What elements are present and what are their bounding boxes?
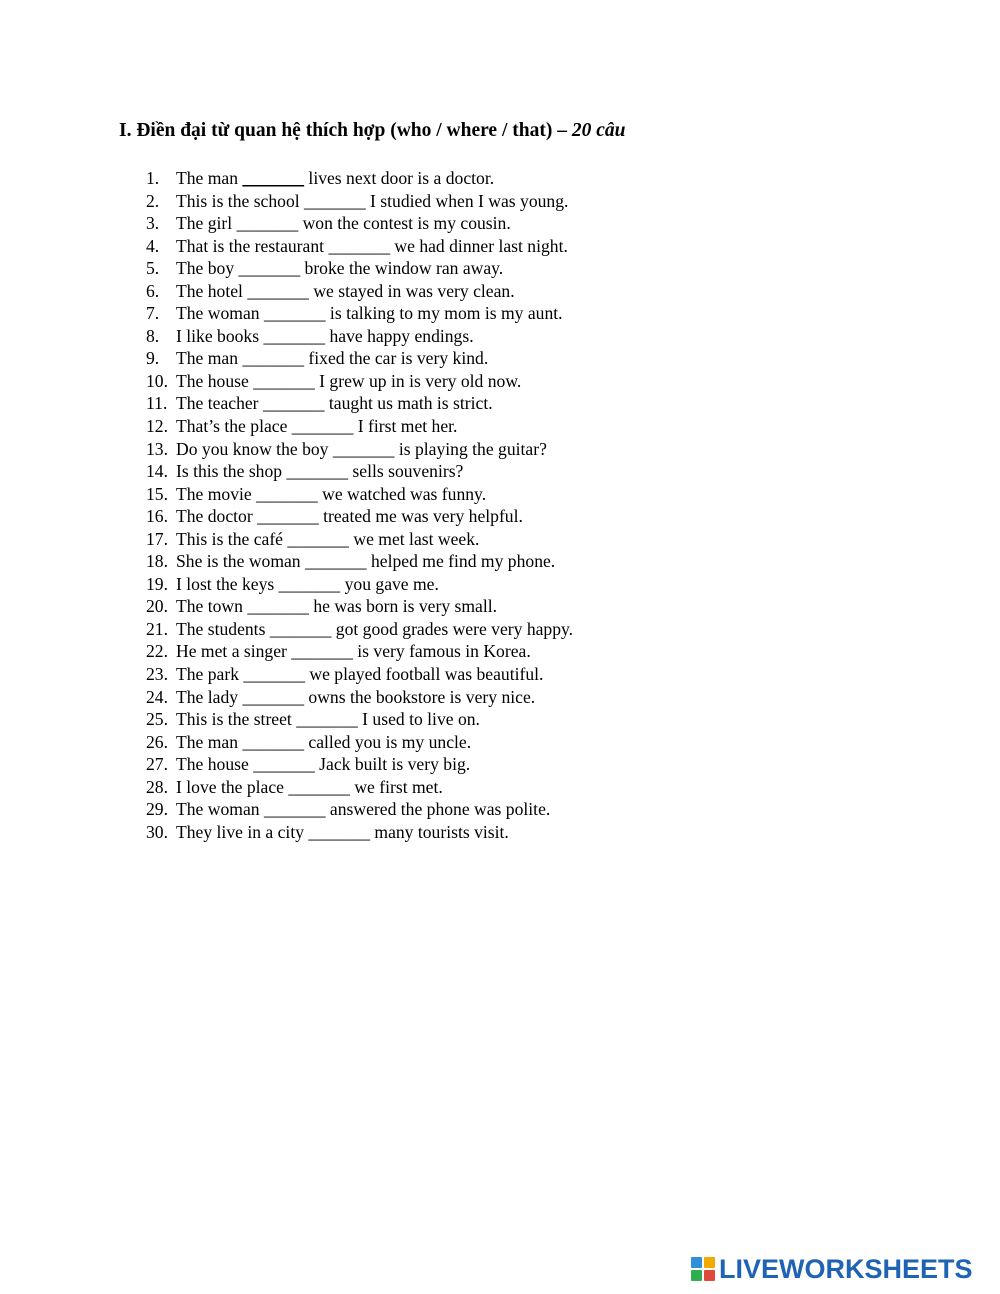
question-text-before: The teacher: [176, 393, 263, 414]
question-text-before: I love the place: [176, 776, 289, 797]
question-text-before: He met a singer: [176, 641, 292, 662]
question-text-after: is very famous in Korea.: [352, 641, 531, 662]
question-text-after: is playing the guitar?: [394, 438, 547, 459]
question-text-after: we played football was beautiful.: [305, 664, 544, 685]
answer-blank[interactable]: _______: [242, 686, 305, 707]
logo-square-blue: [691, 1257, 702, 1268]
logo-square-red: [704, 1270, 715, 1281]
worksheet-title: [119, 119, 625, 143]
question-item: [146, 325, 573, 348]
question-item: [146, 415, 573, 438]
question-text-after: called you is my uncle.: [304, 731, 472, 752]
question-number: 29.: [146, 799, 168, 820]
question-item: [146, 528, 573, 551]
question-number: 15.: [146, 483, 168, 504]
question-text-after: taught us math is strict.: [324, 393, 493, 414]
question-item: [146, 257, 573, 280]
answer-blank[interactable]: _______: [287, 528, 349, 549]
question-number: 24.: [146, 686, 168, 707]
logo-square-yellow: [704, 1257, 715, 1268]
answer-blank[interactable]: _______: [247, 280, 309, 301]
question-text-after: I used to live on.: [357, 709, 480, 730]
question-number: 19.: [146, 573, 168, 594]
question-number: 23.: [146, 664, 168, 685]
question-number: 14.: [146, 461, 168, 482]
answer-blank[interactable]: _______: [296, 709, 358, 730]
question-text-before: The lady: [176, 686, 243, 707]
question-text-before: They live in a city: [176, 821, 309, 842]
answer-blank[interactable]: _______: [304, 190, 366, 211]
question-number: 6.: [146, 280, 160, 301]
question-number: 22.: [146, 641, 168, 662]
question-number: 18.: [146, 551, 168, 572]
question-text-after: we first met.: [349, 776, 443, 797]
question-text-after: he was born is very small.: [308, 596, 498, 617]
question-text-before: The students: [176, 618, 270, 639]
question-text-before: The man: [176, 168, 243, 188]
question-item: [146, 821, 573, 844]
question-item: [146, 573, 573, 596]
question-text-after: you gave me.: [340, 573, 439, 594]
question-number: 7.: [146, 303, 160, 324]
question-number: 26.: [146, 731, 168, 752]
answer-blank[interactable]: _______: [263, 799, 326, 820]
logo-square-green: [691, 1270, 702, 1281]
question-number: 13.: [146, 438, 168, 459]
question-text-before: I like books: [176, 325, 264, 346]
question-text-after: have happy endings.: [325, 325, 474, 346]
question-text-before: She is the woman: [176, 551, 306, 572]
question-text-before: The man: [176, 348, 243, 369]
question-item: [146, 438, 573, 461]
answer-blank[interactable]: _______: [305, 551, 367, 572]
question-number: 10.: [146, 370, 168, 391]
question-text-before: This is the school: [176, 190, 305, 211]
question-text-after: owns the bookstore is very nice.: [304, 686, 536, 707]
question-number: 21.: [146, 618, 168, 639]
answer-blank[interactable]: _______: [308, 821, 370, 842]
question-item: [146, 550, 573, 573]
answer-blank[interactable]: _______: [278, 573, 341, 594]
answer-blank[interactable]: _______: [253, 370, 315, 391]
question-text-before: The hotel: [176, 280, 248, 301]
question-item: [146, 798, 573, 821]
answer-blank[interactable]: _______: [257, 506, 319, 527]
title-question-count: 20 câu: [571, 120, 626, 141]
question-text-after: helped me find my phone.: [366, 551, 556, 572]
question-item: [146, 235, 573, 258]
answer-blank[interactable]: _______: [288, 776, 350, 797]
question-text-after: answered the phone was polite.: [325, 799, 551, 820]
question-item: [146, 505, 573, 528]
question-number: 9.: [146, 348, 160, 369]
question-text-after: I grew up in is very old now.: [314, 370, 522, 391]
question-item: [146, 190, 573, 213]
question-text-before: This is the street: [176, 709, 297, 730]
question-text-before: The boy: [176, 258, 239, 279]
question-number: 17.: [146, 528, 168, 549]
question-number: 1.: [146, 168, 160, 188]
answer-blank[interactable]: _______: [328, 235, 391, 256]
question-number: 16.: [146, 506, 168, 527]
question-text-after: we met last week.: [348, 528, 480, 549]
question-item: [146, 460, 573, 483]
question-text-after: we had dinner last night.: [390, 235, 568, 256]
question-text-before: The woman: [176, 799, 264, 820]
question-text-after: many tourists visit.: [369, 821, 509, 842]
question-text-before: The town: [176, 596, 248, 617]
question-item: [146, 347, 573, 370]
answer-blank[interactable]: _______: [242, 731, 305, 752]
question-number: 11.: [146, 393, 168, 414]
question-list: [146, 167, 573, 843]
question-item: [146, 302, 573, 325]
question-text-after: Jack built is very big.: [314, 754, 471, 775]
question-number: 3.: [146, 213, 160, 234]
answer-blank[interactable]: _______: [253, 754, 315, 775]
question-text-before: The woman: [176, 303, 264, 324]
question-item: [146, 595, 573, 618]
question-item: [146, 708, 573, 731]
question-item: [146, 640, 573, 663]
question-item: [146, 370, 573, 393]
title-main: I. Điền đại từ quan hệ thích hợp (who / where / that) –: [119, 120, 567, 141]
question-item: [146, 686, 573, 709]
question-item: [146, 392, 573, 415]
answer-blank[interactable]: _______: [238, 258, 301, 279]
question-item: [146, 483, 573, 506]
answer-blank[interactable]: _______: [263, 303, 326, 324]
question-item: [146, 280, 573, 303]
question-text-after: sells souvenirs?: [348, 461, 464, 482]
question-number: 2.: [146, 190, 160, 211]
question-text-before: The house: [176, 754, 254, 775]
answer-blank[interactable]: _______: [332, 438, 395, 459]
question-text-before: This is the café: [176, 528, 288, 549]
question-text-before: Do you know the boy: [176, 438, 333, 459]
question-text-before: That is the restaurant: [176, 235, 329, 256]
answer-blank[interactable]: _______: [242, 348, 305, 369]
answer-blank[interactable]: _______: [269, 618, 332, 639]
question-number: 27.: [146, 754, 168, 775]
question-text-after: won the contest is my cousin.: [298, 213, 511, 234]
question-text-before: That’s the place: [176, 416, 292, 437]
question-text-before: The girl: [176, 213, 237, 234]
question-text-after: treated me was very helpful.: [318, 506, 523, 527]
question-number: 12.: [146, 416, 168, 437]
question-number: 5.: [146, 258, 160, 279]
answer-blank[interactable]: _______: [242, 168, 305, 188]
question-item: [146, 167, 573, 190]
question-text-after: broke the window ran away.: [300, 258, 504, 279]
question-number: 28.: [146, 776, 168, 797]
question-text-after: is talking to my mom is my aunt.: [325, 303, 563, 324]
question-text-before: The house: [176, 370, 254, 391]
question-text-before: I lost the keys: [176, 573, 279, 594]
answer-blank[interactable]: _______: [247, 596, 309, 617]
question-item: [146, 776, 573, 799]
question-number: 30.: [146, 821, 168, 842]
question-text-after: fixed the car is very kind.: [304, 348, 489, 369]
answer-blank[interactable]: _______: [291, 641, 353, 662]
question-text-after: we stayed in was very clean.: [308, 280, 515, 301]
question-text-after: I first met her.: [353, 416, 458, 437]
question-number: 25.: [146, 709, 168, 730]
question-number: 4.: [146, 235, 160, 256]
question-number: 20.: [146, 596, 168, 617]
question-text-before: The doctor: [176, 506, 258, 527]
question-item: [146, 731, 573, 754]
answer-blank[interactable]: _______: [256, 483, 318, 504]
question-number: 8.: [146, 325, 160, 346]
question-text-before: The man: [176, 731, 243, 752]
answer-blank[interactable]: _______: [291, 416, 354, 437]
answer-blank[interactable]: _______: [236, 213, 299, 234]
liveworksheets-brand: [691, 1254, 973, 1284]
brand-name: LIVEWORKSHEETS: [719, 1254, 973, 1284]
answer-blank[interactable]: _______: [286, 461, 349, 482]
answer-blank[interactable]: _______: [263, 325, 326, 346]
answer-blank[interactable]: _______: [262, 393, 325, 414]
question-text-after: got good grades were very happy.: [331, 618, 574, 639]
question-item: [146, 212, 573, 235]
answer-blank[interactable]: _______: [243, 664, 305, 685]
question-text-before: Is this the shop: [176, 461, 287, 482]
question-item: [146, 663, 573, 686]
question-text-after: we watched was funny.: [317, 483, 487, 504]
question-text-before: The movie: [176, 483, 257, 504]
question-item: [146, 753, 573, 776]
question-item: [146, 618, 573, 641]
question-text-before: The park: [176, 664, 244, 685]
question-text-after: lives next door is a doctor.: [304, 168, 495, 188]
liveworksheets-logo-icon: [691, 1257, 715, 1281]
question-text-after: I studied when I was young.: [365, 190, 569, 211]
